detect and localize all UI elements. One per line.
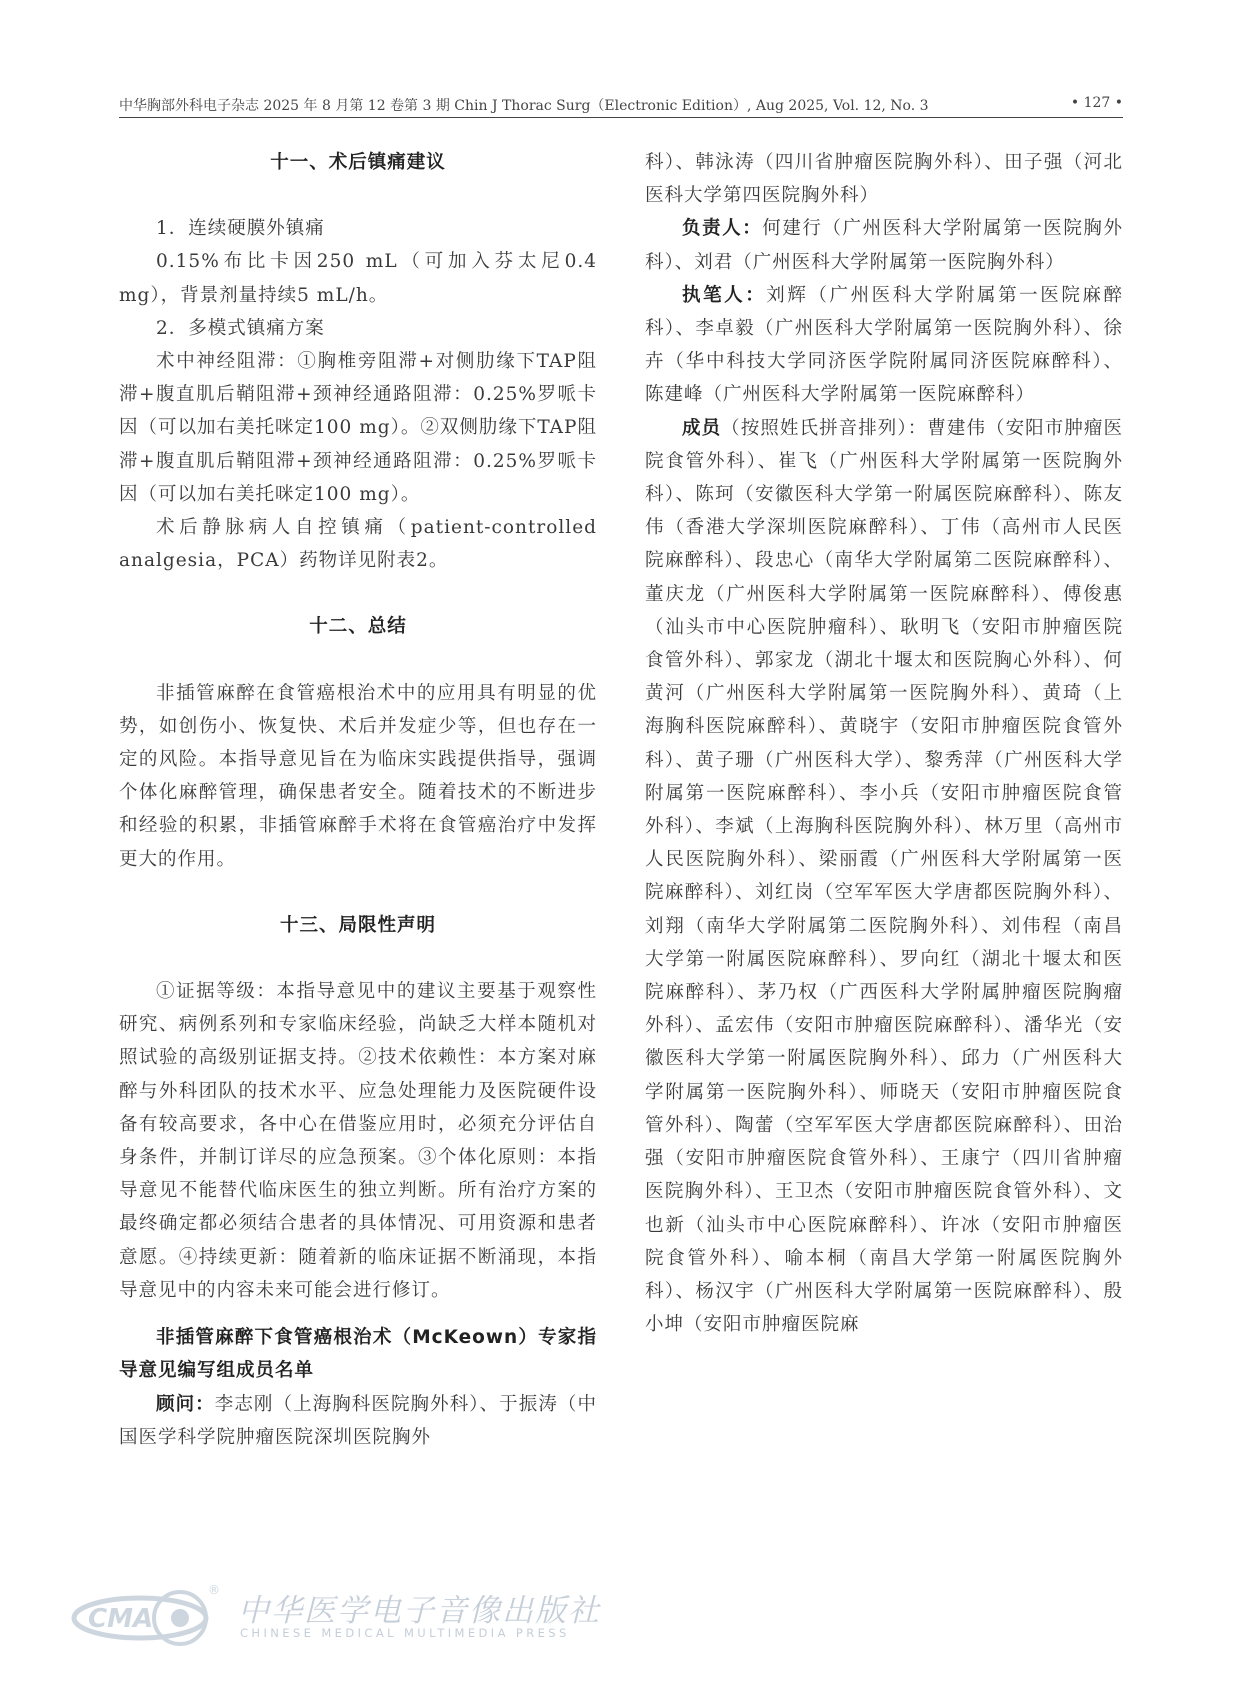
paragraph-epidural: 0.15%布比卡因250 mL（可加入芬太尼0.4 mg），背景剂量持续5 mL/h。 (119, 251, 597, 306)
members-text: （按照姓氏拼音排列）：曹建伟（安阳市肿瘤医院食管外科）、崔飞（广州医科大学附属第一医院胸外科）、陈珂（安徽医科大学第一附属医院麻醉科）、陈友伟（香港大学深圳医院麻醉科）、丁伟（高州市人民医院麻醉科）、段忠心（南华大学附属第二医院麻醉科）、董庆龙（广州医科大学附属第一医院麻醉科）、傅俊惠（汕头市中心医院肿瘤科）、耿明飞（安阳市肿瘤医院食管外科）、郭家龙（湖北十堰太和医院胸心外科）、何黄河（广州医科大学附属第一医院胸外科）、黄琦（上海胸科医院麻醉科）、黄晓宇（安阳市肿瘤医院食管外科）、黄子珊（广州医科大学）、黎秀萍（广州医科大学附属第一医院麻醉科）、李小兵（安阳市肿瘤医院食管外科）、李斌（上海胸科医院胸外科）、林万里（高州市人民医院胸外科）、梁丽霞（广州医科大学附属第一医院麻醉科）、刘红岗（空军军医大学唐都医院胸外科）、刘翔（南华大学附属第二医院胸外科）、刘伟程（南昌大学第一附属医院麻醉科）、罗向红（湖北十堰太和医院麻醉科）、茅乃权（广西医科大学附属肿瘤医院胸瘤外科）、孟宏伟（安阳市肿瘤医院麻醉科）、潘华光（安徽医科大学第一附属医院胸外科）、邱力（广州医科大学附属第一医院胸外科）、师晓天（安阳市肿瘤医院食管外科）、陶蕾（空军军医大学唐都医院麻醉科）、田治强（安阳市肿瘤医院食管外科）、王康宁（四川省肿瘤医院胸外科）、王卫杰（安阳市肿瘤医院食管外科）、文也新（汕头市中心医院麻醉科）、许冰（安阳市肿瘤医院食管外科）、喻本桐（南昌大学第一附属医院胸外科）、杨汉宇（广州医科大学附属第一医院麻醉科）、殷小坤（安阳市肿瘤医院麻 (645, 417, 1123, 1336)
responsible-text: 何建行（广州医科大学附属第一医院胸外科）、刘君（广州医科大学附属第一医院胸外科） (645, 218, 1123, 273)
left-column (119, 146, 597, 1454)
page-number: • 127 • (1070, 95, 1123, 111)
running-header (119, 95, 1123, 118)
advisors-label: 顾问： (156, 1393, 215, 1415)
member-list-title: 非插管麻醉下食管癌根治术（McKeown）专家指导意见编写组成员名单 (119, 1327, 597, 1382)
press-name-cn: 中华医学电子音像出版社 (238, 1593, 601, 1629)
paragraph-summary: 非插管麻醉在食管癌根治术中的应用具有明显的优势，如创伤小、恢复快、术后并发症少等，但也存在一定的风险。本指导意见旨在为临床实践提供指导，强调个体化麻醉管理，确保患者安全。随着技术的不断进步和经验的积累，非插管麻醉手术将在食管癌治疗中发挥更大的作用。 (119, 682, 597, 870)
publisher-footer (68, 1580, 601, 1650)
responsible-label: 负责人： (682, 218, 763, 240)
paragraph-responsible (645, 212, 1123, 278)
journal-citation: 中华胸部外科电子杂志 2025 年 8 月第 12 卷第 3 期 Chin J Thorac Surg（Electronic Edition）, Aug 2025, Vol. 12, No. 3 (119, 98, 929, 114)
logo-text: CMA (88, 1604, 154, 1634)
cma-logo-icon (68, 1580, 238, 1650)
paragraph-pca: 术后静脉病人自控镇痛（patient-controlled analgesia，PCA）药物详见附表2。 (119, 517, 597, 572)
registered-mark: ® (208, 1583, 220, 1597)
press-name-en: CHINESE MEDICAL MULTIMEDIA PRESS (240, 1626, 570, 1640)
subsection-title-1: 1．连续硬膜外镇痛 (156, 218, 325, 240)
paragraph-members (645, 412, 1123, 1342)
advisors-continued: 科）、韩泳涛（四川省肿瘤医院胸外科）、田子强（河北医科大学第四医院胸外科） (645, 152, 1123, 207)
members-label: 成员 (682, 417, 722, 439)
advisors-text: 李志刚（上海胸科医院胸外科）、于振涛（中国医学科学院肿瘤医院深圳医院胸外 (119, 1393, 597, 1448)
paragraph-nerve-block: 术中神经阻滞：①胸椎旁阻滞+对侧肋缘下TAP阻滞+腹直肌后鞘阻滞+颈神经通路阻滞：0.25%罗哌卡因（可以加右美托咪定100 mg）。②双侧肋缘下TAP阻滞+腹直肌后鞘阻滞+颈神经通路阻滞：0.25%罗哌卡因（可以加右美托咪定100 mg）。 (119, 351, 597, 505)
paragraph-advisors (119, 1388, 597, 1454)
section-title-13: 十三、局限性声明 (279, 914, 436, 936)
writers-text: 刘辉（广州医科大学附属第一医院麻醉科）、李卓毅（广州医科大学附属第一医院胸外科）、徐卉（华中科技大学同济医学院附属同济医院麻醉科）、陈建峰（广州医科大学附属第一医院麻醉科） (645, 284, 1123, 406)
section-title-12: 十二、总结 (309, 616, 407, 638)
paragraph-writers (645, 279, 1123, 412)
subsection-title-2: 2．多模式镇痛方案 (156, 317, 325, 339)
writers-label: 执笔人： (682, 284, 767, 306)
paragraph-limitations: ①证据等级：本指导意见中的建议主要基于观察性研究、病例系列和专家临床经验，尚缺乏大样本随机对照试验的高级别证据支持。②技术依赖性：本方案对麻醉与外科团队的技术水平、应急处理能力及医院硬件设备有较高要求，各中心在借鉴应用时，必须充分评估自身条件，并制订详尽的应急预案。③个体化原则：本指导意见不能替代临床医生的独立判断。所有治疗方案的最终确定都必须结合患者的具体情况、可用资源和患者意愿。④持续更新：随着新的临床证据不断涌现，本指导意见中的内容未来可能会进行修订。 (119, 981, 597, 1301)
section-title-11: 十一、术后镇痛建议 (270, 152, 446, 173)
right-column (645, 146, 1123, 1341)
